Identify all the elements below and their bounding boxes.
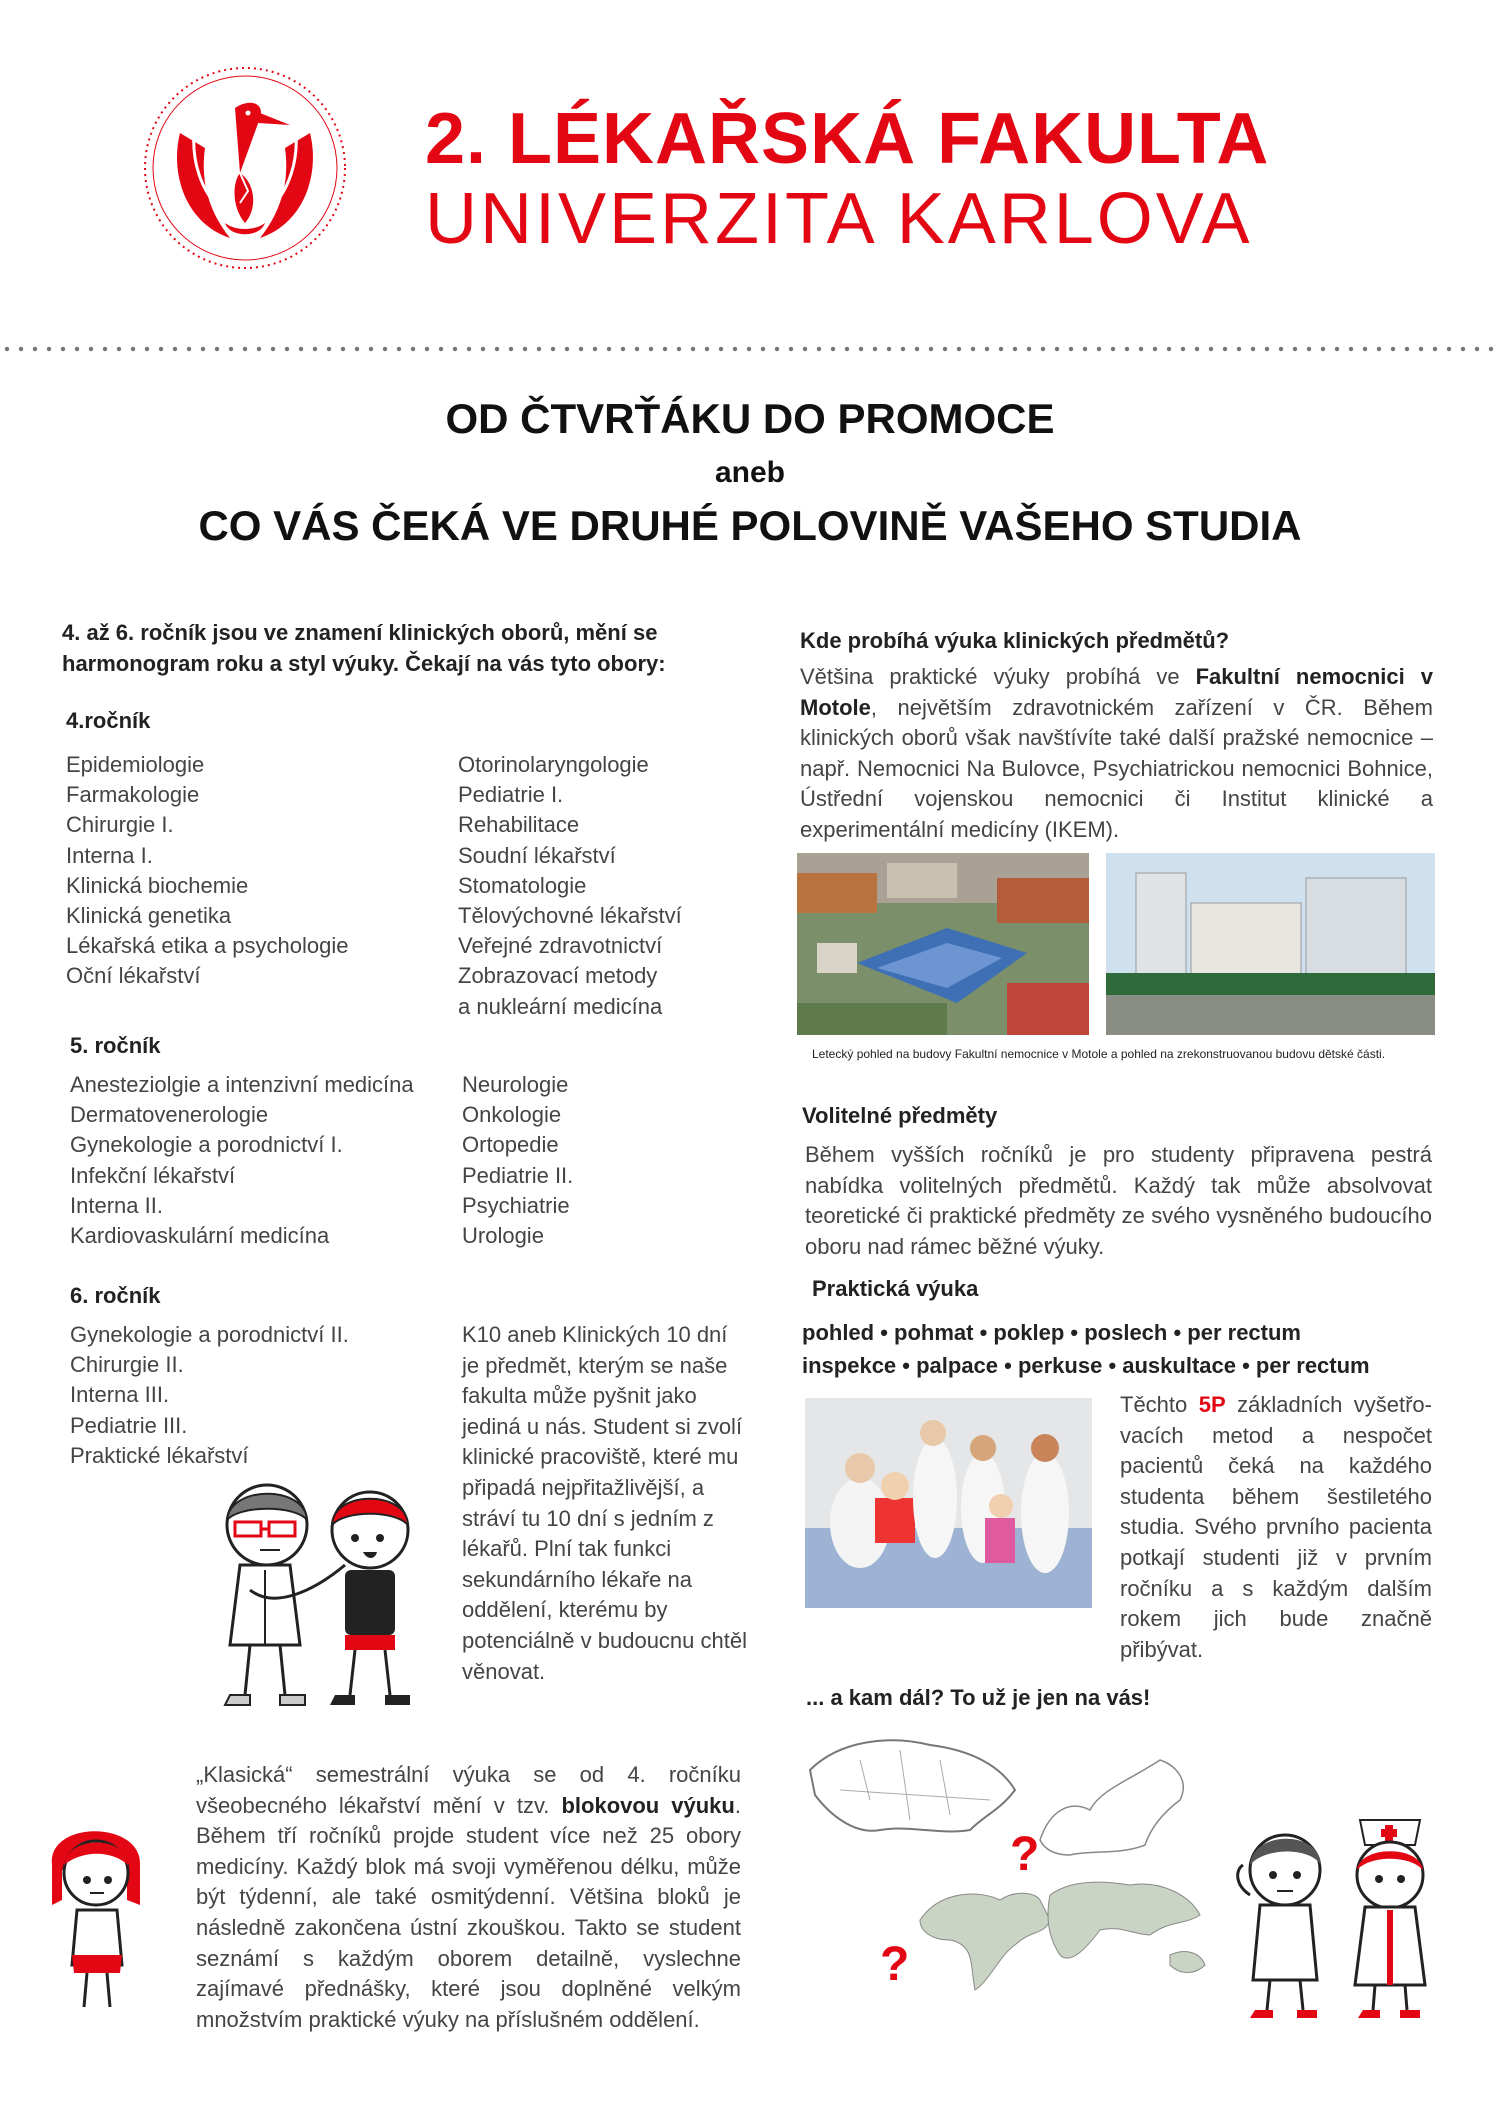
subject-item: Stomatologie [458, 872, 587, 898]
year4-subjects-col1 [66, 750, 349, 992]
year5-subjects-col2 [462, 1070, 573, 1251]
subject-item: Zobrazovací metody [458, 963, 658, 989]
subject-item: Urologie [462, 1223, 544, 1249]
subject-item: Kardiovaskulární medicína [70, 1223, 330, 1249]
subject-item: Interna II. [70, 1192, 163, 1218]
question-mark-world: ? [880, 1938, 910, 1991]
doctor-student-illustration [205, 1470, 445, 1720]
subject-item: a nukleární medicína [458, 993, 663, 1019]
practical-title: Praktická výuka [812, 1276, 979, 1301]
subject-item: Interna III. [70, 1382, 170, 1408]
subject-item: Epidemiologie [66, 752, 205, 777]
subject-item: Lékařská etika a psychologie [66, 933, 349, 959]
practical-text: Těchto 5P základních vyšetřo-vacích metod a nespočet pacientů čeká na každého studenta během šestiletého studia. Svého prvního pacienta potkají studenti již v prvním ročníku a s každým dalším rokem jich bude značně přibývat. [1120, 1392, 1432, 1662]
subject-item: Pediatrie III. [70, 1412, 188, 1438]
childrens-building-photo [1106, 853, 1435, 1035]
university-name: UNIVERZITA KARLOVA [425, 179, 1253, 259]
where-title: Kde probíhá výuka klinických předmětů? [800, 628, 1230, 653]
k10-text: K10 aneb Klinických 10 dní je předmět, kterým se naše fakulta může pyšnit jako jediná u nás. Student si zvolí klinické pracoviště, které mu připadá nejpřitažlivější, a stráví tu 10 dní s jedním z lékařů. Plní tak funkci sekundárního lékaře na oddělení, kterému by potenciálně v budoucnu chtěl věnovat. [462, 1322, 747, 1684]
year4-subjects-col2 [458, 750, 682, 1022]
student-girl-illustration [42, 1825, 152, 2015]
subject-item: Klinická biochemie [66, 872, 249, 898]
doctors-with-child-photo [805, 1398, 1092, 1608]
elective-text: Během vyšších ročníků je pro studenty připravena pestrá nabídka volitelných předmětů. Každý tak může absolvovat teoretické či praktické předměty ze svého vysněného budoucího oboru nad rámec běžné výuky. [805, 1142, 1432, 1259]
subject-item: Tělovýchovné lékařství [458, 903, 682, 929]
dotted-divider [0, 345, 1500, 353]
exam-methods-czech: pohled • pohmat • poklep • poslech • per rectum [802, 1320, 1301, 1345]
photo-caption: Letecký pohled na budovy Fakultní nemocnice v Motole a pohled na zrekonstruovanou budovu dětské části. [812, 1047, 1386, 1061]
subject-item: Praktické lékařství [70, 1442, 249, 1468]
exam-methods-latin: inspekce • palpace • perkuse • auskultace • per rectum [802, 1353, 1370, 1378]
subject-item: Interna I. [66, 842, 153, 868]
subject-item: Ortopedie [462, 1132, 559, 1158]
faculty-logo [140, 63, 350, 273]
subject-item: Psychiatrie [462, 1192, 570, 1218]
subject-item: Gynekologie a porodnictví II. [70, 1322, 349, 1347]
closing-question: ... a kam dál? To už je jen na vás! [806, 1685, 1151, 1710]
subject-item: Neurologie [462, 1072, 569, 1097]
year5-subjects-col1 [70, 1070, 414, 1251]
doctor-nurse-illustration [1225, 1815, 1455, 2025]
page-title: OD ČTVRŤÁKU DO PROMOCE [445, 395, 1055, 442]
subject-item: Dermatovenerologie [70, 1102, 269, 1128]
subject-item: Onkologie [462, 1102, 562, 1128]
subject-item: Klinická genetika [66, 903, 232, 929]
subject-item: Rehabilitace [458, 812, 580, 838]
elective-title: Volitelné předměty [802, 1103, 998, 1128]
subject-item: Soudní lékařství [458, 842, 616, 868]
page-title-connector: aneb [714, 456, 786, 489]
year5-label: 5. ročník [70, 1033, 161, 1058]
subject-item: Farmakologie [66, 782, 200, 808]
block-teaching-text: „Klasická“ semestrální výuka se od 4. ročníku všeobecného lékařství mění v tzv. blokovou výuku. Během tří ročníků projde student více než 25 obory medicíny. Každý blok má svoji vyměřenou délku, může být týdenní, ale také osmitýdenní. Většina bloků je následně zakončena ústní zkouškou. Takto se student seznámí s každým oborem detailně, vyslechne zajímavé přednášky, které jsou doplněné velkým množstvím praktické výuky na příslušném oddělení. [196, 1762, 741, 2032]
subject-item: Otorinolaryngologie [458, 752, 649, 777]
maps-illustration [800, 1720, 1240, 2000]
subject-item: Infekční lékařství [70, 1162, 236, 1188]
year6-subjects-col1 [70, 1320, 349, 1471]
question-mark-europe: ? [1010, 1828, 1040, 1881]
where-text: Většina praktické výuky probíhá ve Fakultní nemocnici v Motole, největším zdravotnickém zařízení v ČR. Během klinických oborů však navštívíte také další pražské nemocnice – např. Nemocnici Na Bulovce, Psychiatrickou nemocnici Bohnice, Ústřední vojenskou nemocnici či Institut klinické a experimentální medicíny (IKEM). [800, 664, 1433, 842]
year6-label: 6. ročník [70, 1283, 161, 1308]
faculty-name: 2. LÉKAŘSKÁ FAKULTA [425, 99, 1270, 179]
subject-item: Anesteziolgie a intenzivní medicína [70, 1072, 414, 1097]
subject-item: Gynekologie a porodnictví I. [70, 1132, 343, 1158]
subject-item: Oční lékařství [66, 963, 201, 989]
intro-text: 4. až 6. ročník jsou ve znamení klinických oborů, mění se harmonogram roku a styl výuky. Čekají na vás tyto obory: [62, 620, 666, 676]
year4-label: 4.ročník [66, 708, 151, 733]
subject-item: Pediatrie II. [462, 1162, 574, 1188]
subject-item: Veřejné zdravotnictví [458, 933, 663, 959]
subject-item: Chirurgie II. [70, 1352, 184, 1378]
aerial-hospital-photo [797, 853, 1089, 1035]
subject-item: Pediatrie I. [458, 782, 564, 808]
subject-item: Chirurgie I. [66, 812, 174, 838]
page-subtitle: CO VÁS ČEKÁ VE DRUHÉ POLOVINĚ VAŠEHO STUDIA [198, 502, 1302, 549]
